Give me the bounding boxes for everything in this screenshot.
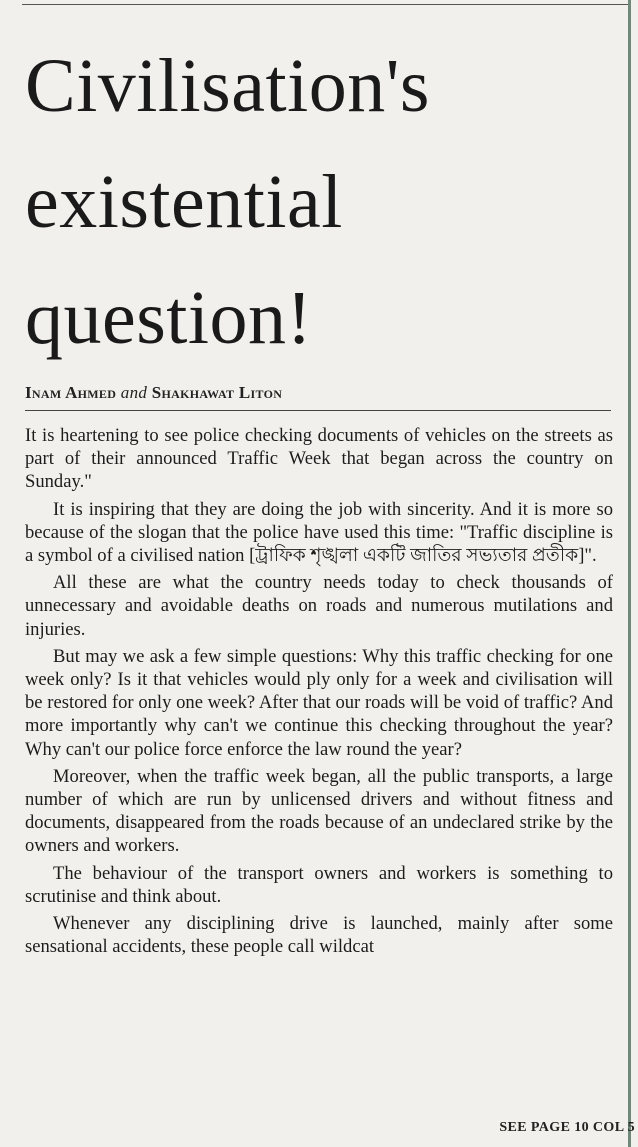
headline-line-1: Civilisation's (25, 44, 430, 128)
byline (25, 383, 282, 403)
byline-and: and (120, 383, 148, 402)
paragraph-7: Whenever any disciplining drive is launched, mainly after some sensational accidents, these people call wildcat (25, 913, 613, 958)
paragraph-2: It is inspiring that they are doing the job with sincerity. And it is more so because of the slogan that the police have used this time: "Traffic discipline is a symbol of a civilised nation [ট্রাফিক শৃঙ্খলা একটি জাতির সভ্যতার প্রতীক]". (25, 498, 613, 567)
author-2: Shakhawat Liton (151, 383, 283, 402)
byline-rule (25, 410, 611, 411)
paragraph-1: It is heartening to see police checking documents of vehicles on the streets as part of their announced Traffic Week that began across the country on Sunday." (25, 425, 613, 493)
headline (25, 28, 625, 376)
continued-on-page: SEE PAGE 10 COL 5 (499, 1120, 635, 1135)
paragraph-5: Moreover, when the traffic week began, all the public transports, a large number of which are run by unlicensed drivers and without fitness and documents, disappeared from the roads because of an undeclared strike by the owners and workers. (25, 765, 613, 857)
paragraph-6: The behaviour of the transport owners and workers is something to scrutinise and think about. (25, 862, 613, 907)
author-1: Inam Ahmed (25, 383, 117, 402)
column-divider (628, 0, 631, 1147)
headline-line-3: question! (25, 276, 313, 360)
article-body (25, 424, 613, 962)
paragraph-3: All these are what the country needs today to check thousands of unnecessary and avoidable deaths on roads and numerous mutilations and injuries. (25, 572, 613, 640)
headline-line-2: existential (25, 160, 343, 244)
paragraph-4: But may we ask a few simple questions: Why this traffic checking for one week only? Is it that vehicles would ply only for a week and civilisation will be restored for only one week? After that our roads will be void of traffic? And more importantly why can't we continue this checking throughout the year? Why can't our police force enforce the law round the year? (25, 645, 613, 760)
top-rule (22, 4, 630, 5)
